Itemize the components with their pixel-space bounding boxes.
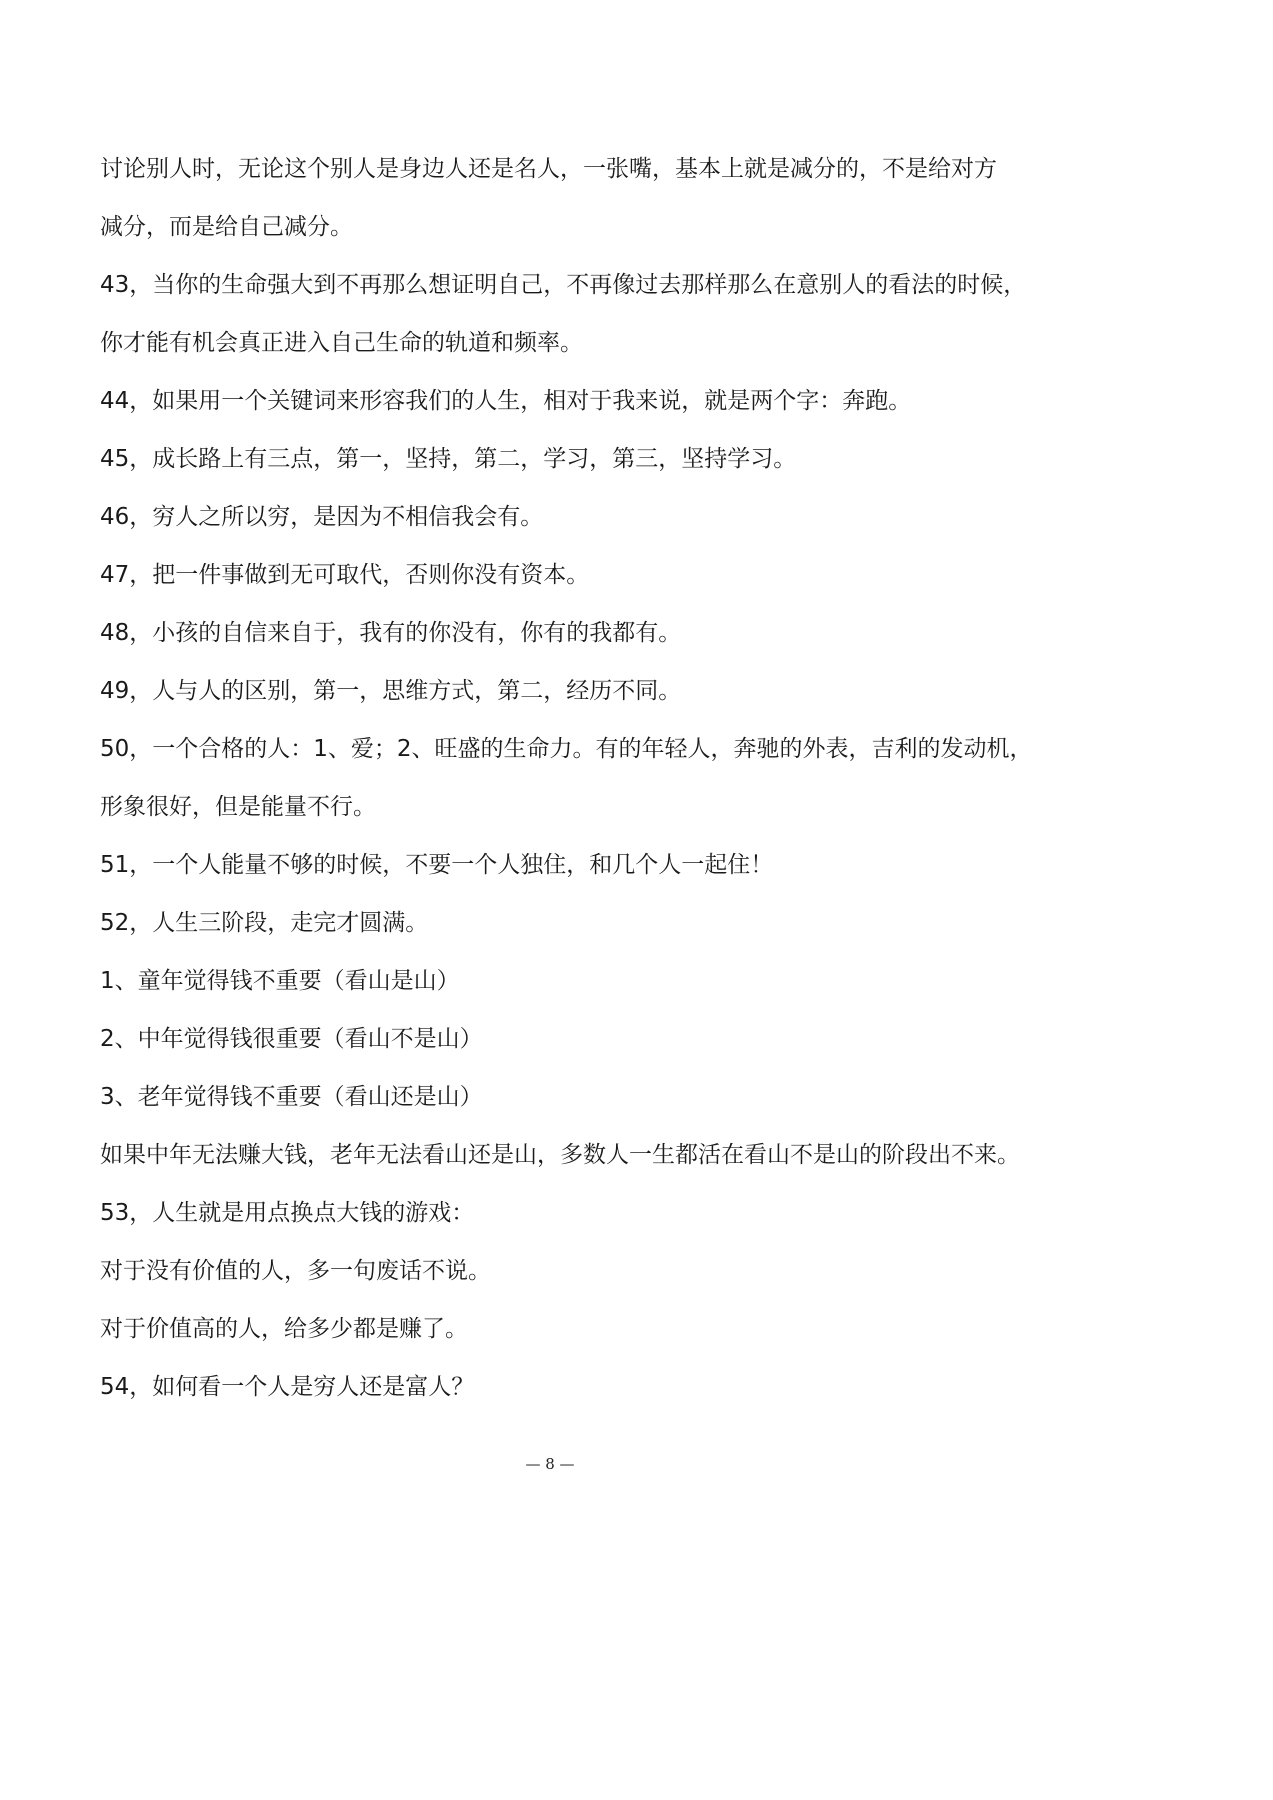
text-line: 对于没有价值的人，多一句废话不说。 [100,1258,491,1284]
document-body [100,140,1033,1416]
text-line: 2、中年觉得钱很重要（看山不是山） [100,1026,483,1052]
text-line: 50，一个合格的人：1、爱；2、旺盛的生命力。有的年轻人，奔驰的外表，吉利的发动机， [100,736,1033,762]
text-line: 你才能有机会真正进入自己生命的轨道和频率。 [100,330,583,356]
text-line: 形象很好，但是能量不行。 [100,794,376,820]
text-line: 48，小孩的自信来自于，我有的你没有，你有的我都有。 [100,620,682,646]
text-line: 减分，而是给自己减分。 [100,214,353,240]
text-line: 1、童年觉得钱不重要（看山是山） [100,968,460,994]
text-line: 3、老年觉得钱不重要（看山还是山） [100,1084,483,1110]
text-line: 46，穷人之所以穷，是因为不相信我会有。 [100,504,544,530]
page-number: — 8 — [525,1455,575,1473]
text-line: 52，人生三阶段，走完才圆满。 [100,910,429,936]
text-line: 对于价值高的人，给多少都是赚了。 [100,1316,468,1342]
text-line: 53，人生就是用点换点大钱的游戏： [100,1200,475,1226]
text-line: 49，人与人的区别，第一，思维方式，第二，经历不同。 [100,678,682,704]
text-line: 43，当你的生命强大到不再那么想证明自己，不再像过去那样那么在意别人的看法的时候， [100,272,1027,298]
text-line: 如果中年无法赚大钱，老年无法看山还是山，多数人一生都活在看山不是山的阶段出不来。 [100,1142,1020,1168]
text-line: 44，如果用一个关键词来形容我们的人生，相对于我来说，就是两个字：奔跑。 [100,388,912,414]
text-line: 45，成长路上有三点，第一，坚持，第二，学习，第三，坚持学习。 [100,446,797,472]
text-line: 51，一个人能量不够的时候，不要一个人独住，和几个人一起住！ [100,852,774,878]
text-line: 讨论别人时，无论这个别人是身边人还是名人，一张嘴，基本上就是减分的，不是给对方 [100,156,997,182]
text-line: 54，如何看一个人是穷人还是富人？ [100,1374,475,1400]
text-line: 47，把一件事做到无可取代，否则你没有资本。 [100,562,590,588]
